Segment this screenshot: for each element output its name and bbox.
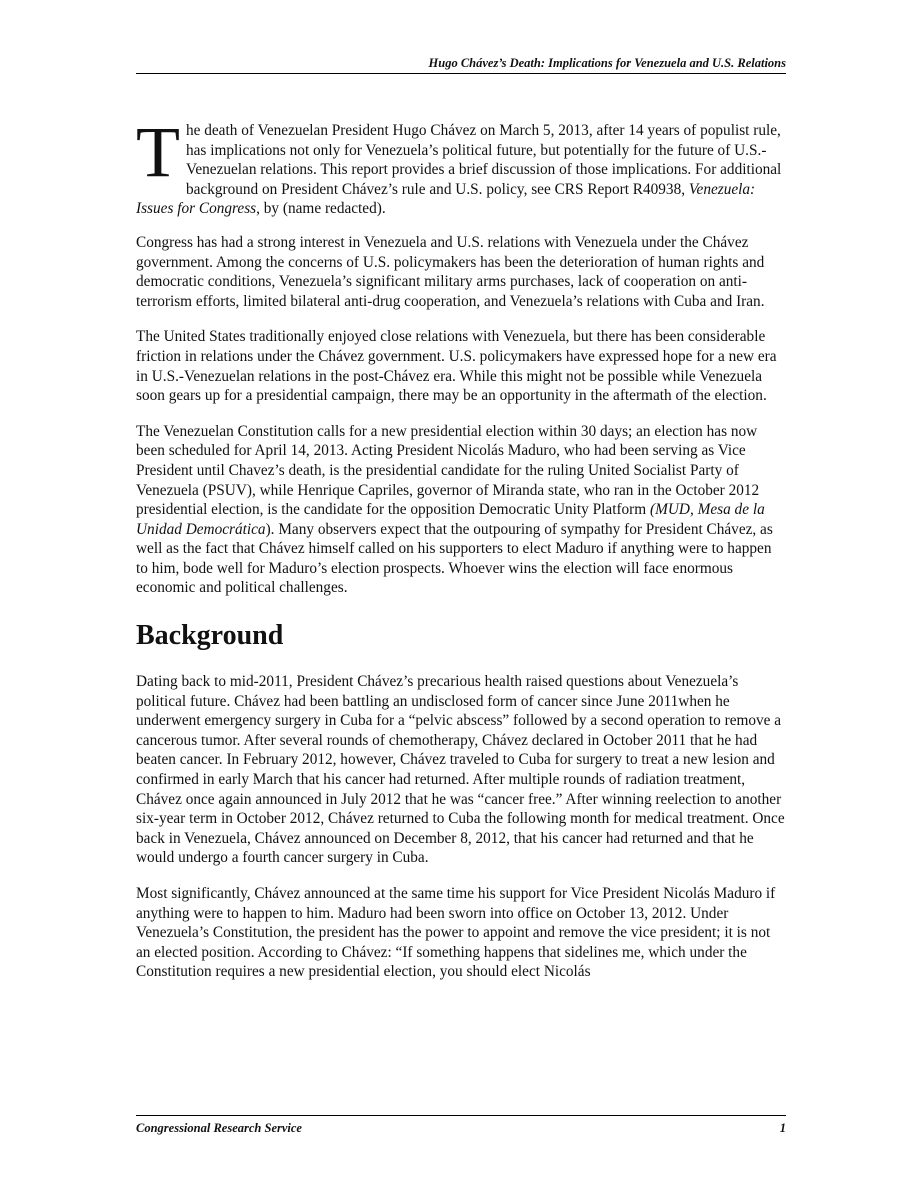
footer-publisher: Congressional Research Service: [136, 1121, 302, 1135]
intro-p1-end: , by (name redacted).: [256, 200, 386, 218]
page-number: 1: [779, 1121, 786, 1135]
intro-p1-text: he death of Venezuelan President Hugo Chávez on March 5, 2013, after 14 years of populist rule, has implications not only for Venezuela’s political future, but potentially for the future of U.S.-Venezuelan relations. This report provides a brief discussion of those implications. For additional background on President Chávez’s rule and U.S. policy, see CRS Report R40938,: [185, 122, 782, 198]
intro-paragraph-1: [136, 112, 786, 219]
intro-p4-end: ). Many observers expect that the outpouring of sympathy for President Chávez, as well as the fact that Chávez himself called on his supporters to elect Maduro if anything were to happen to him, bode well for Maduro’s election prospects. Whoever wins the election will face enormous economic and political challenges.: [136, 520, 773, 597]
intro-paragraph-2: Congress has had a strong interest in Venezuela and U.S. relations with Venezuela under the Chávez government. Among the concerns of U.S. policymakers has been the deterioration of human rights and democratic conditions, Venezuela’s significant military arms purchases, lack of cooperation on anti-terrorism efforts, limited bilateral anti-drug cooperation, and Venezuela’s relations with Cuba and Iran.: [136, 233, 765, 310]
footer-rule: [136, 1115, 786, 1116]
drop-cap: T: [136, 112, 180, 192]
mud-name: (MUD, Mesa de la Unidad Democrática: [136, 501, 765, 538]
report-title: Venezuela: Issues for Congress: [136, 180, 756, 218]
intro-p4-text: The Venezuelan Constitution calls for a new presidential election within 30 days; an election has now been scheduled for April 14, 2013. Acting President Nicolás Maduro, who had been serving as Vice President until Chavez’s death, is the presidential candidate for the ruling United Socialist Party of Venezuela (PSUV), while Henrique Capriles, governor of Miranda state, who ran in the October 2012 presidential election, is the candidate for the opposition Democratic Unity Platform: [136, 422, 760, 519]
section-heading-background: Background: [136, 620, 284, 652]
background-paragraph-1: Dating back to mid-2011, President Chávez’s precarious health raised questions about Venezuela’s political future. Chávez had been battling an undisclosed form of cancer since June 2011when he underwent emergency surgery in Cuba for a “pelvic abscess” followed by a second operation to remove a cancerous tumor. After several rounds of chemotherapy, Chávez declared in October 2011 that he had beaten cancer. In February 2012, however, Chávez traveled to Cuba for surgery to treat a new lesion and confirmed in early March that his cancer had returned. After multiple rounds of radiation treatment, Chávez once again announced in July 2012 that he was “cancer free.” After winning reelection to another six-year term in October 2012, Chávez returned to Cuba the following month for medical treatment. Once back in Venezuela, Chávez announced on December 8, 2012, that his cancer had returned and that he would undergo a fourth cancer surgery in Cuba.: [136, 673, 785, 867]
header-rule: [136, 73, 786, 74]
background-paragraph-2: Most significantly, Chávez announced at the same time his support for Vice President Nicolás Maduro if anything were to happen to him. Maduro had been sworn into office on October 13, 2012. Under Venezuela’s Constitution, the president has the power to appoint and remove the vice president; it is not an elected position. According to Chávez: “If something happens that sidelines me, which under the Constitution requires a new presidential election, you should elect Nicolás: [136, 885, 776, 981]
document-body: [136, 112, 786, 998]
intro-paragraph-3: The United States traditionally enjoyed close relations with Venezuela, but there has been considerable friction in relations under the Chávez government. U.S. policymakers have expressed hope for a new era in U.S.-Venezuelan relations in the post-Chávez era. While this might not be possible while Venezuela soon gears up for a presidential campaign, there may be an opportunity in the aftermath of the election.: [136, 328, 777, 405]
running-header: Hugo Chávez’s Death: Implications for Venezuela and U.S. Relations: [428, 56, 786, 70]
intro-paragraph-4: [136, 422, 786, 598]
